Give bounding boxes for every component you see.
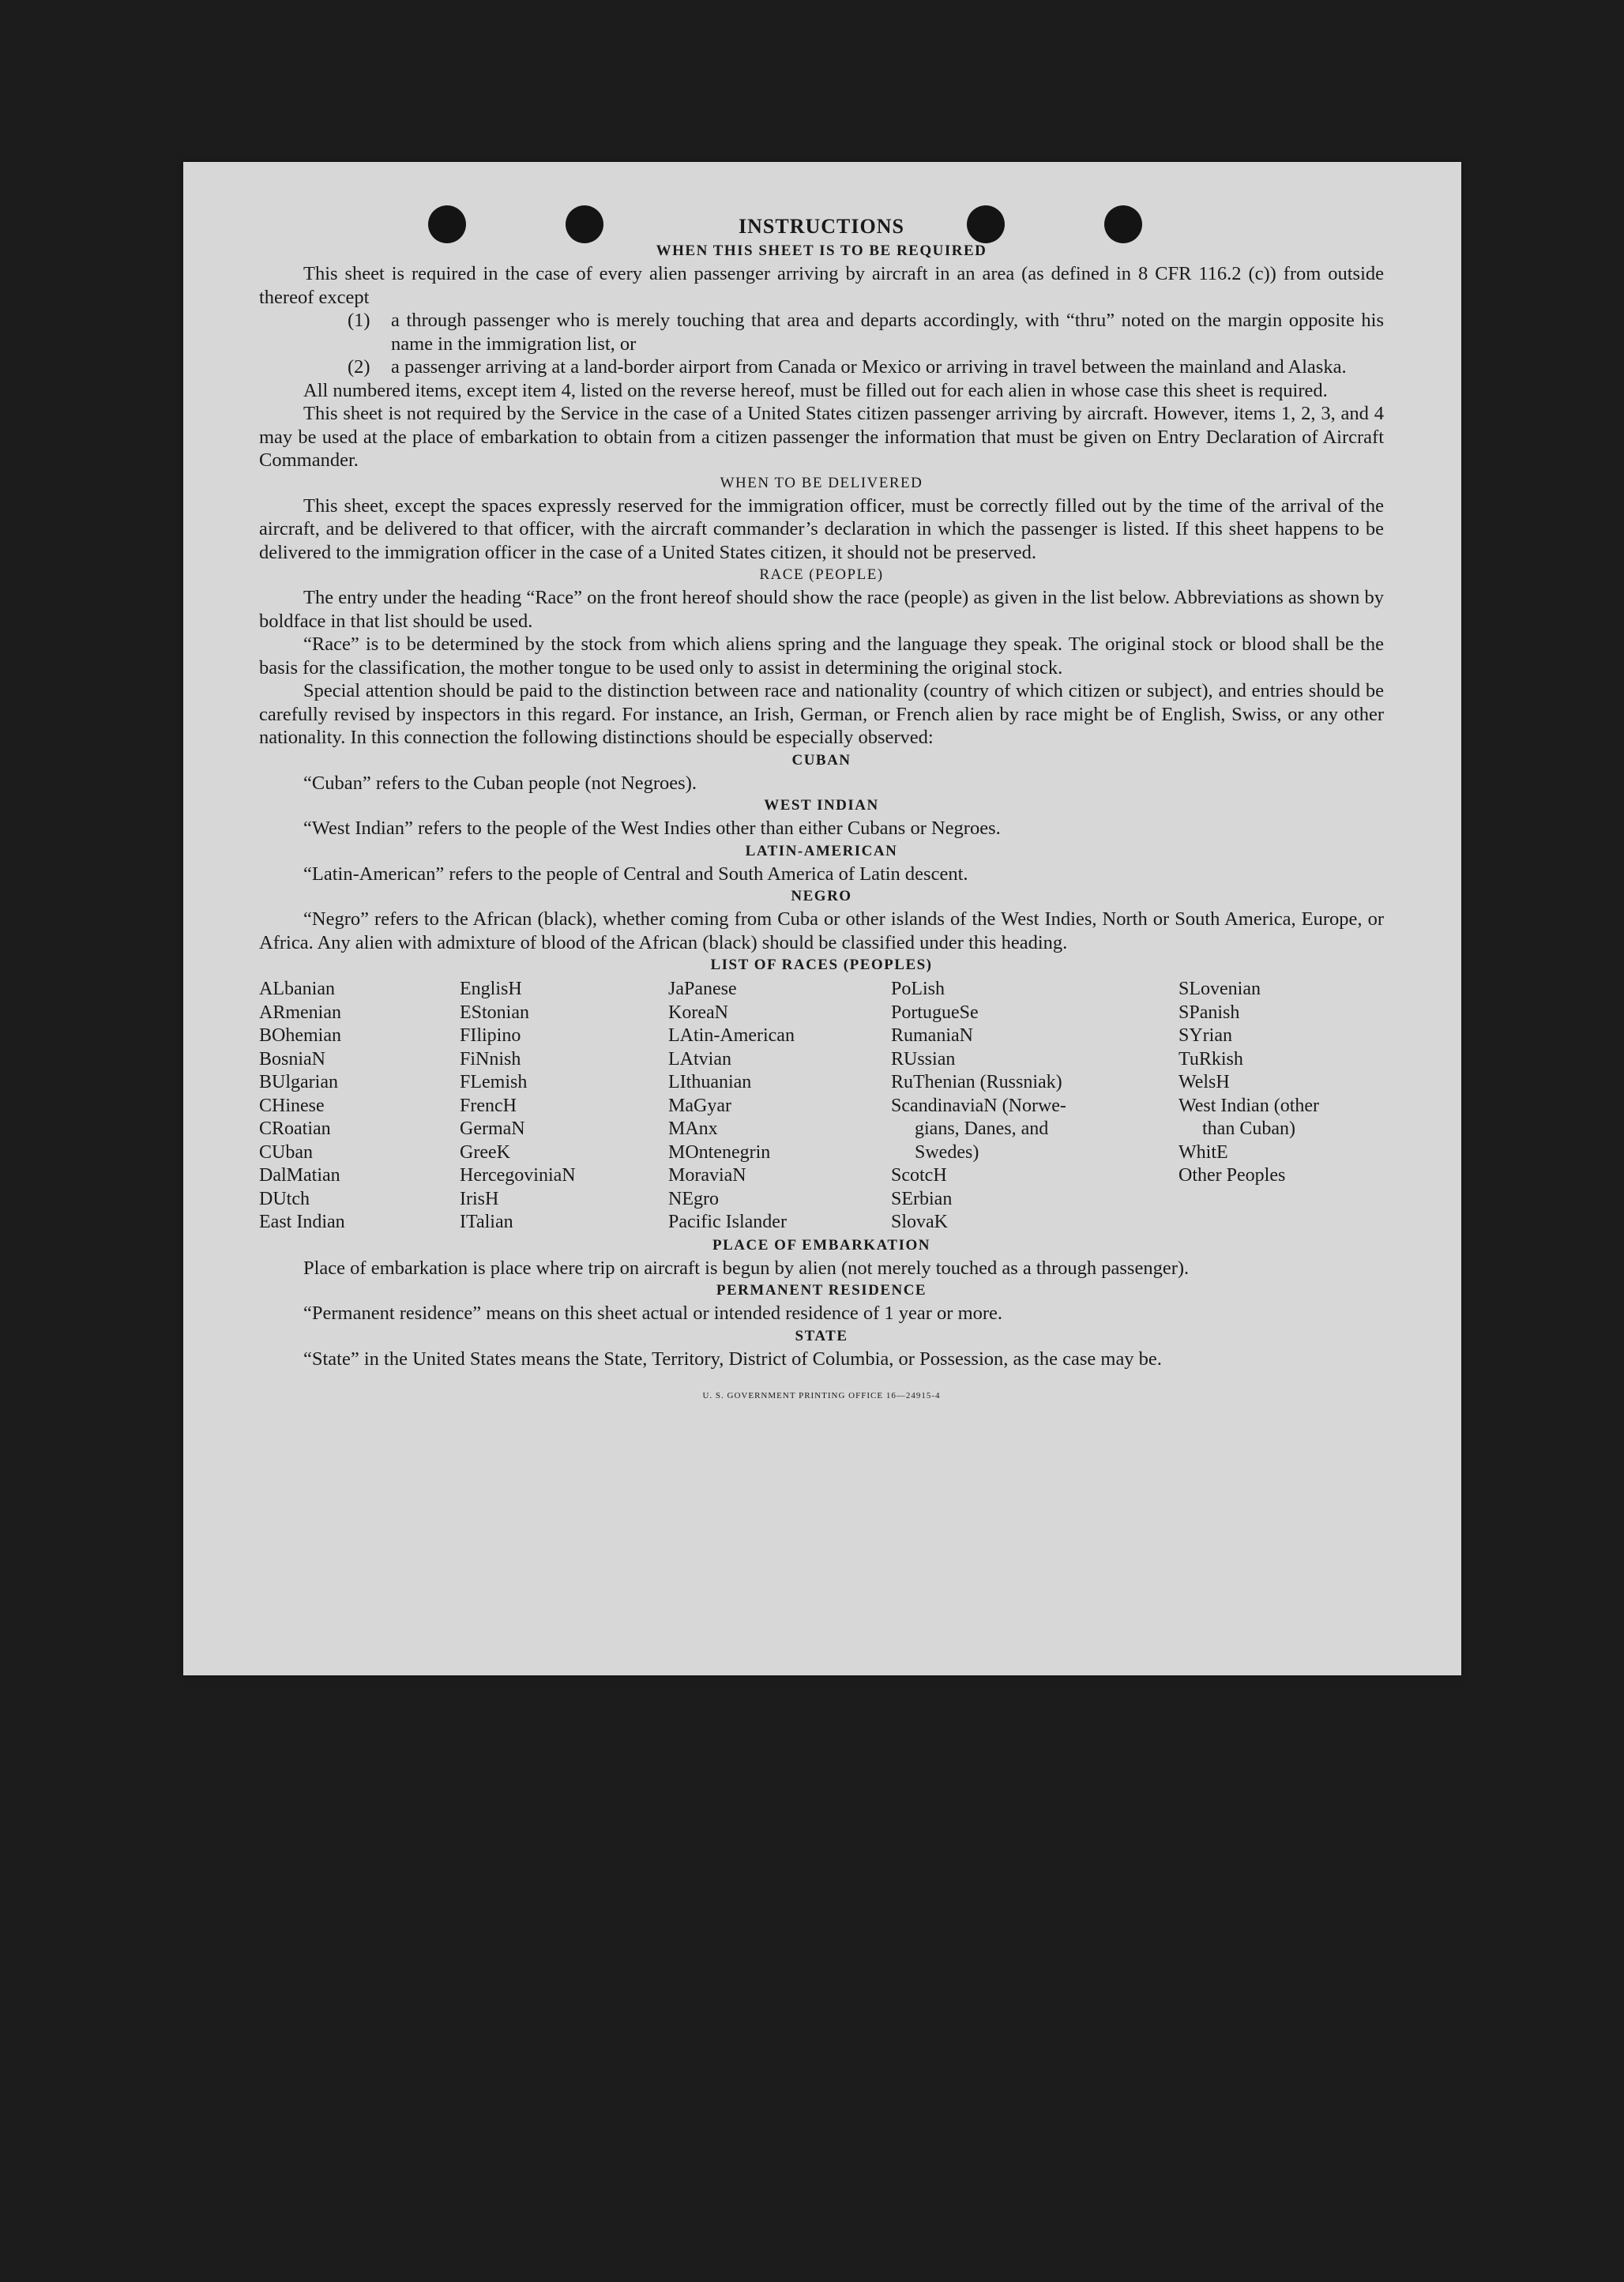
section-heading-when-required: WHEN THIS SHEET IS TO BE REQUIRED <box>656 242 987 259</box>
race-entry: DUtch <box>259 1188 310 1209</box>
race-entry: GermaN <box>460 1118 525 1139</box>
race-entry: East Indian <box>259 1212 345 1232</box>
race-entry: Swedes) <box>915 1141 979 1163</box>
race-entry: GreeK <box>460 1141 510 1163</box>
paragraph: “Race” is to be determined by the stock from which aliens spring and the language they speak. The original stock or blood shall be the basis for the classification, the mother tongue to be used only to assist in determining the original stock. <box>259 633 1384 679</box>
section-heading-state: STATE <box>795 1327 848 1344</box>
race-entry: MAnx <box>668 1118 718 1139</box>
race-entry: ScotcH <box>891 1165 947 1186</box>
section-heading-place-of-embarkation: PLACE OF EMBARKATION <box>712 1236 930 1254</box>
race-entry: CUban <box>259 1141 313 1163</box>
race-entry: SPanish <box>1179 1002 1240 1023</box>
instruction-sheet <box>183 162 1461 1675</box>
section-heading-cuban: CUBAN <box>791 751 851 769</box>
race-entry: ScandinaviaN (Norwe- <box>891 1095 1066 1116</box>
race-entry: LAtvian <box>668 1048 731 1070</box>
race-entry: BUlgarian <box>259 1072 338 1092</box>
race-entry: BosniaN <box>259 1048 325 1070</box>
race-entry: ALbanian <box>259 979 335 999</box>
race-entry: LAtin-American <box>668 1025 795 1046</box>
paragraph: Special attention should be paid to the distinction between race and nationality (country of which citizen or subject), and entries should be carefully revised by inspectors in this regard. For instance, an Irish, German, or French alien by race might be of English, Swiss, or any other nationality. In this connection the following distinctions should be especially observed: <box>259 680 1384 748</box>
race-entry: DalMatian <box>259 1165 340 1186</box>
section-heading-negro: NEGRO <box>791 888 852 904</box>
race-entry: RumaniaN <box>891 1025 973 1046</box>
race-entry: Pacific Islander <box>668 1212 787 1232</box>
paragraph: “West Indian” refers to the people of the West Indies other than either Cubans or Negroes. <box>303 818 1001 839</box>
race-entry: FIlipino <box>460 1025 521 1046</box>
race-column <box>668 978 891 1235</box>
printer-imprint: U. S. GOVERNMENT PRINTING OFFICE 16—24915-4 <box>702 1391 941 1400</box>
race-entry: ARmenian <box>259 1002 341 1023</box>
race-entry: RUssian <box>891 1048 956 1070</box>
instructions-body <box>259 213 1384 1408</box>
section-heading-west-indian: WEST INDIAN <box>764 797 879 814</box>
paragraph: “Negro” refers to the African (black), whether coming from Cuba or other islands of the West Indies, North or South America, Europe, or Africa. Any alien with admixture of blood of the African (black) should be classified under this heading. <box>259 908 1384 953</box>
race-entry: SlovaK <box>891 1212 948 1232</box>
race-entry: NEgro <box>668 1188 719 1209</box>
race-column <box>1179 978 1384 1235</box>
race-entry: MaGyar <box>668 1095 731 1116</box>
race-entry: MOntenegrin <box>668 1141 771 1163</box>
item-text: a through passenger who is merely touching that area and departs accordingly, with “thru” noted on the margin opposite his name in the immigration list, or <box>391 310 1384 355</box>
paragraph: The entry under the heading “Race” on the front hereof should show the race (people) as given in the list below. Abbreviations as shown by boldface in that list should be used. <box>259 587 1384 632</box>
paragraph: All numbered items, except item 4, listed on the reverse hereof, must be filled out for each alien in whose case this sheet is required. <box>303 379 1328 401</box>
exception-item <box>348 355 1384 379</box>
race-entry: WelsH <box>1179 1072 1230 1092</box>
race-entry: PoLish <box>891 979 945 999</box>
race-entry: than Cuban) <box>1202 1118 1295 1139</box>
race-entry: FLemish <box>460 1072 528 1092</box>
race-entry: FrencH <box>460 1095 517 1116</box>
race-entry: PortugueSe <box>891 1002 979 1023</box>
race-entry: EnglisH <box>460 979 522 999</box>
item-text: a passenger arriving at a land-border airport from Canada or Mexico or arriving in travel between the mainland and Alaska. <box>391 356 1347 378</box>
race-entry: CRoatian <box>259 1118 331 1139</box>
race-entry: IrisH <box>460 1188 499 1209</box>
paragraph: This sheet, except the spaces expressly reserved for the immigration officer, must be correctly filled out by the time of the arrival of the aircraft, and be delivered to that officer, with the aircraft commander’s declaration in which the passenger is listed. If this sheet happens to be delivered to the immigration officer in the case of a United States citizen, it should not be preserved. <box>259 494 1384 563</box>
race-entry: ITalian <box>460 1212 513 1232</box>
race-column <box>891 978 1179 1235</box>
item-number: (1) <box>348 310 370 331</box>
exception-item <box>348 309 1384 355</box>
paragraph: This sheet is not required by the Service in the case of a United States citizen passenger arriving by aircraft. However, items 1, 2, 3, and 4 may be used at the place of embarkation to obtain from a citizen passenger the information that must be given on Entry Declaration of Aircraft Commander. <box>259 403 1384 471</box>
section-heading-when-delivered: WHEN TO BE DELIVERED <box>720 474 923 491</box>
paragraph: “Latin-American” refers to the people of Central and South America of Latin descent. <box>303 863 968 885</box>
race-list <box>259 978 1384 1235</box>
race-entry: RuThenian (Russniak) <box>891 1072 1062 1092</box>
race-entry: West Indian (other <box>1179 1095 1320 1116</box>
race-entry: BOhemian <box>259 1025 341 1046</box>
race-entry: HercegoviniaN <box>460 1165 576 1186</box>
race-entry: MoraviaN <box>668 1165 746 1186</box>
race-entry: LIthuanian <box>668 1072 752 1092</box>
race-entry: SErbian <box>891 1188 953 1209</box>
race-entry: SYrian <box>1179 1025 1232 1046</box>
race-entry: SLovenian <box>1179 979 1261 999</box>
paragraph: This sheet is required in the case of every alien passenger arriving by aircraft in an area (as defined in 8 CFR 116.2 (c)) from outside thereof except <box>259 263 1384 308</box>
section-heading-race: RACE (PEOPLE) <box>759 566 884 583</box>
paragraph: “State” in the United States means the State, Territory, District of Columbia, or Possession, as the case may be. <box>303 1348 1162 1370</box>
race-entry: JaPanese <box>668 979 737 999</box>
race-entry: CHinese <box>259 1095 325 1116</box>
paragraph: “Cuban” refers to the Cuban people (not Negroes). <box>303 772 697 794</box>
paragraph: Place of embarkation is place where trip on aircraft is begun by alien (not merely touched as a through passenger). <box>303 1257 1190 1279</box>
section-heading-permanent-residence: PERMANENT RESIDENCE <box>716 1282 927 1299</box>
section-heading-list-of-races: LIST OF RACES (PEOPLES) <box>710 957 933 973</box>
item-number: (2) <box>348 356 370 378</box>
race-entry: gians, Danes, and <box>915 1118 1049 1139</box>
page-title: INSTRUCTIONS <box>739 215 904 238</box>
race-entry: Other Peoples <box>1179 1165 1286 1186</box>
section-heading-latin-american: LATIN-AMERICAN <box>745 842 898 859</box>
race-entry: KoreaN <box>668 1002 728 1023</box>
race-entry: TuRkish <box>1179 1048 1243 1070</box>
race-column <box>259 978 460 1235</box>
race-entry: WhitE <box>1179 1141 1228 1163</box>
race-entry: FiNnish <box>460 1048 521 1070</box>
race-entry: EStonian <box>460 1002 529 1023</box>
race-column <box>460 978 668 1235</box>
paragraph: “Permanent residence” means on this sheet actual or intended residence of 1 year or more. <box>303 1303 1003 1324</box>
